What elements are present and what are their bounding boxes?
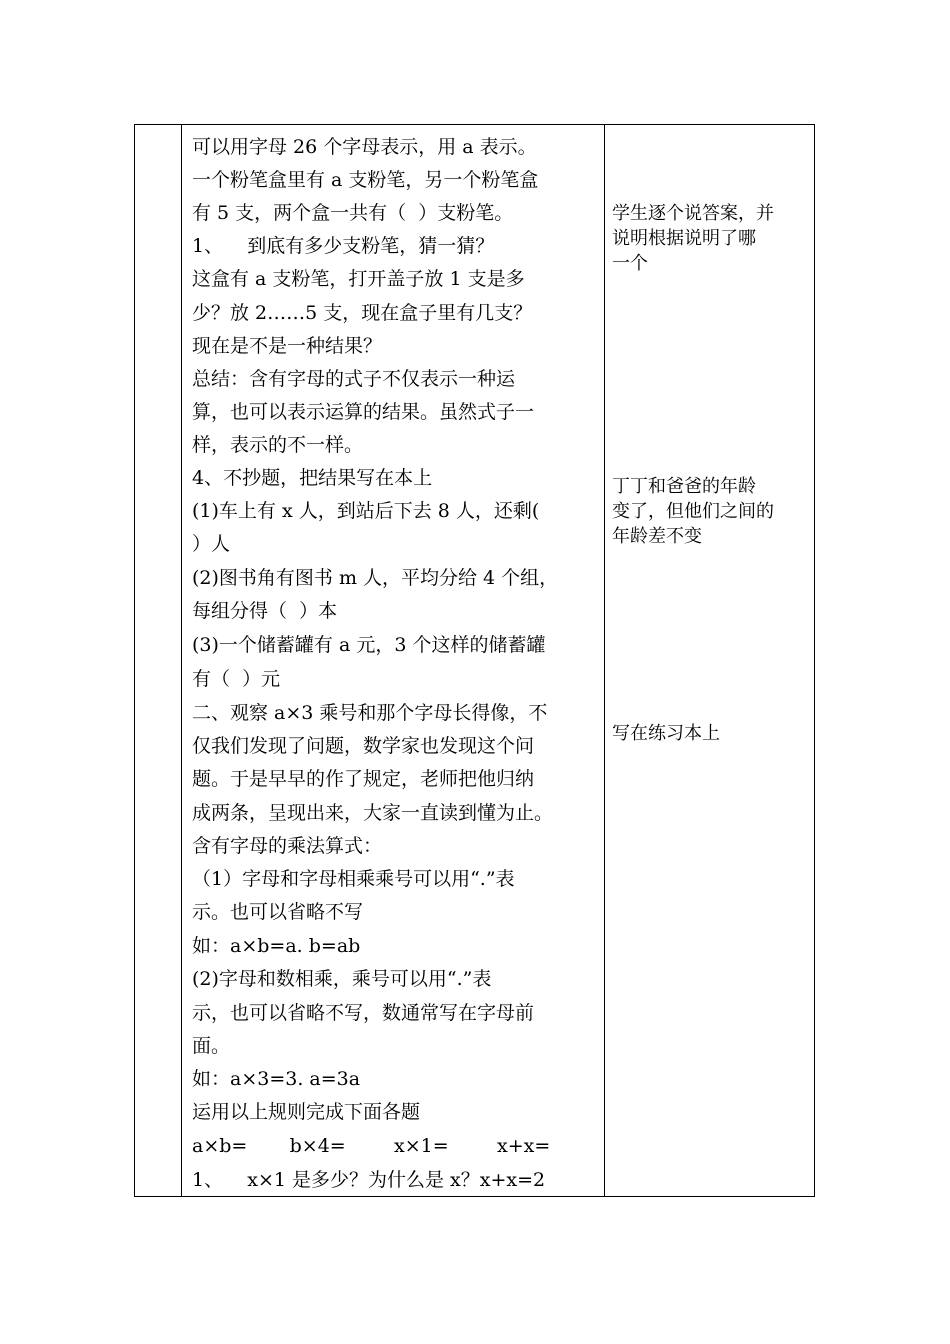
- content-line: 如：a×3=3. a=3a: [192, 1068, 361, 1090]
- content-line: 一个粉笔盒里有 a 支粉笔，另一个粉笔盒: [192, 169, 539, 191]
- content-line: 仅我们发现了问题，数学家也发现这个问: [192, 735, 535, 757]
- column-divider-right: [604, 125, 605, 1196]
- note-line: 年龄差不变: [612, 526, 702, 547]
- content-line: 4、不抄题，把结果写在本上: [192, 467, 433, 489]
- content-line: 1、 x×1 是多少？为什么是 x？x+x=2: [192, 1169, 546, 1191]
- content-line: 可以用字母 26 个字母表示，用 a 表示。: [192, 136, 537, 158]
- note-line: 说明根据说明了哪: [612, 228, 756, 249]
- content-line: ）人: [192, 533, 231, 555]
- content-line: 总结：含有字母的式子不仅表示一种运: [192, 368, 516, 390]
- content-line: 每组分得（ ）本: [192, 600, 338, 622]
- content-line: 如：a×b=a. b=ab: [192, 935, 361, 957]
- content-line: （1）字母和字母相乘乘号可以用“.”表: [192, 868, 515, 890]
- content-line: (2)字母和数相乘，乘号可以用“.”表: [192, 968, 492, 990]
- content-line: 现在是不是一种结果？: [192, 335, 383, 357]
- content-line: (2)图书角有图书 m 人，平均分给 4 个组，: [192, 567, 559, 589]
- content-line: 二、观察 a×3 乘号和那个字母长得像，不: [192, 702, 548, 724]
- content-line: 含有字母的乘法算式：: [192, 835, 383, 857]
- content-line: a×b= b×4= x×1= x+x=: [192, 1135, 551, 1157]
- content-line: 这盒有 a 支粉笔，打开盖子放 1 支是多: [192, 268, 525, 290]
- note-line: 变了，但他们之间的: [612, 501, 774, 522]
- content-line: 题。于是早早的作了规定，老师把他归纳: [192, 768, 535, 790]
- content-line: 运用以上规则完成下面各题: [192, 1101, 421, 1123]
- content-line: 面。: [192, 1035, 231, 1057]
- content-line: 示，也可以省略不写，数通常写在字母前: [192, 1002, 535, 1024]
- column-divider-left: [181, 125, 182, 1196]
- student-note-3: [612, 721, 812, 746]
- content-line: 成两条，呈现出来，大家一直读到懂为止。: [192, 802, 554, 824]
- content-line: 样，表示的不一样。: [192, 434, 364, 456]
- note-line: 一个: [612, 253, 648, 274]
- student-note-1: [612, 201, 812, 276]
- content-line: 算，也可以表示运算的结果。虽然式子一: [192, 401, 535, 423]
- content-line: 示。也可以省略不写: [192, 901, 364, 923]
- note-line: 学生逐个说答案，并: [612, 203, 774, 224]
- content-line: 有 5 支，两个盒一共有（ ）支粉笔。: [192, 202, 514, 224]
- note-line: 丁丁和爸爸的年龄: [612, 476, 756, 497]
- content-line: (1)车上有 x 人，到站后下去 8 人，还剩(: [192, 500, 540, 522]
- content-line: (3)一个储蓄罐有 a 元，3 个这样的储蓄罐: [192, 634, 546, 656]
- content-line: 少？放 2……5 支，现在盒子里有几支？: [192, 302, 533, 324]
- content-line: 有（ ）元: [192, 668, 281, 690]
- lesson-table: [134, 124, 815, 1197]
- note-line: 写在练习本上: [612, 723, 720, 744]
- student-note-2: [612, 474, 812, 549]
- content-line: 1、 到底有多少支粉笔，猜一猜？: [192, 235, 495, 257]
